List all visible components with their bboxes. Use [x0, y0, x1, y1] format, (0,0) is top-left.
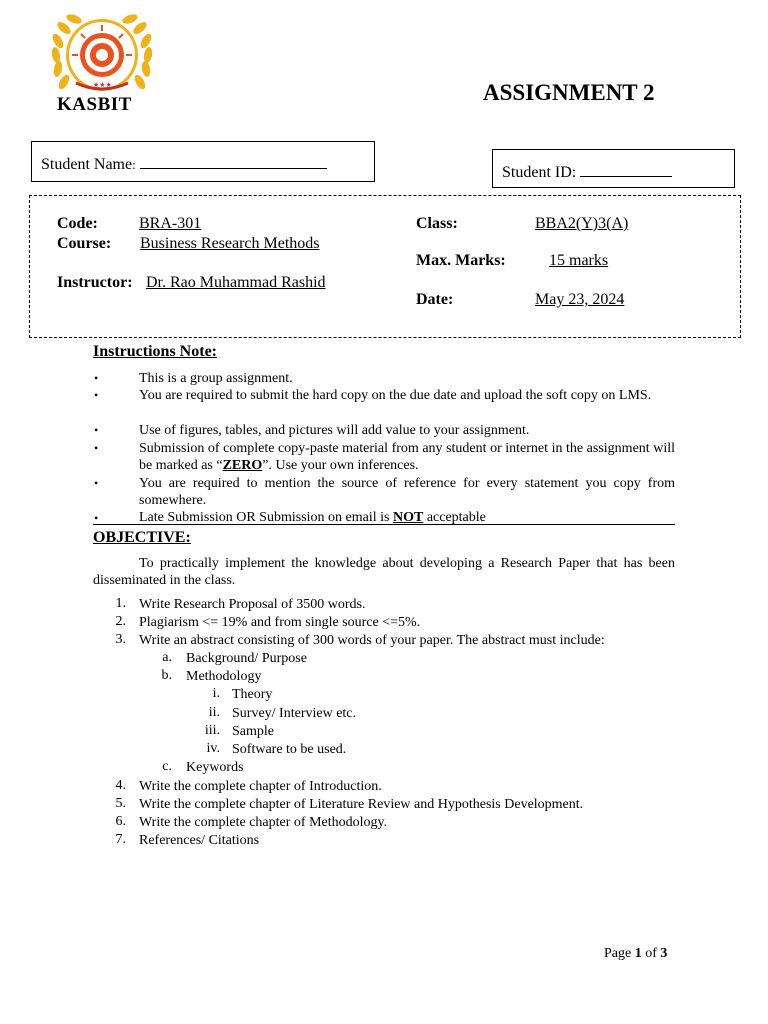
course-value: Business Research Methods [140, 235, 320, 252]
page-current: 1 [634, 946, 642, 961]
not-emphasis: NOT [392, 510, 424, 525]
logo-acronym: KASBIT [57, 94, 132, 115]
class-label: Class: [416, 215, 458, 232]
instruction-item-4-pre: Submission of complete copy-paste material from any student or internet in the assignment will be marked as “ [139, 441, 675, 473]
objective-item-6: Write the complete chapter of Methodology. [139, 815, 388, 830]
instructor-value: Dr. Rao Muhammad Rashid [146, 274, 326, 291]
bullet-icon: • [94, 388, 99, 402]
assignment-title: ASSIGNMENT 2 [483, 80, 655, 105]
svg-text:★★★: ★★★ [93, 81, 112, 89]
class-value: BBA2(Y)3(A) [535, 215, 629, 232]
bullet-icon: • [94, 423, 99, 437]
instruction-item-1: This is a group assignment. [139, 371, 293, 386]
bullet-icon: • [94, 371, 99, 385]
objective-num-1: 1. [115, 596, 126, 611]
objective-num-7: 7. [115, 832, 126, 847]
logo-emblem-icon [38, 10, 168, 100]
objective-num-3: 3. [115, 632, 126, 647]
objective-sub-item-b: Methodology [186, 669, 262, 684]
objective-subsub-item-ii: Survey/ Interview etc. [232, 706, 357, 721]
objective-num-5: 5. [115, 796, 126, 811]
instruction-item-6-pre: Late Submission OR Submission on email is [139, 510, 393, 525]
objective-subsub-num-ii: ii. [208, 705, 220, 720]
instructor-label: Instructor: [57, 274, 133, 291]
objective-sub-item-a: Background/ Purpose [186, 651, 307, 666]
objective-subsub-item-iv: Software to be used. [232, 742, 347, 757]
objective-subsub-num-iii: iii. [204, 723, 220, 738]
objective-subsub-item-iii: Sample [232, 724, 274, 739]
instruction-item-5: You are required to mention the source of reference for every statement you copy from somewhere. [139, 476, 675, 508]
instruction-item-3: Use of figures, tables, and pictures will add value to your assignment. [139, 423, 530, 438]
student-id-blank[interactable] [580, 162, 672, 177]
course-label: Course: [57, 235, 112, 252]
objective-num-4: 4. [115, 778, 126, 793]
objective-sub-num-b: b. [161, 668, 172, 683]
zero-emphasis: ZERO [222, 458, 263, 473]
course-info-box [29, 195, 741, 338]
objective-sub-num-a: a. [162, 650, 172, 665]
date-value: May 23, 2024 [535, 291, 625, 308]
student-name-box [31, 141, 375, 182]
objective-num-6: 6. [115, 814, 126, 829]
max-marks-value: 15 marks [549, 252, 609, 269]
student-id-field[interactable] [502, 162, 672, 182]
code-label: Code: [57, 215, 98, 232]
objective-subsub-num-i: i. [212, 686, 220, 701]
objective-item-5: Write the complete chapter of Literature Review and Hypothesis Development. [139, 797, 584, 812]
objective-item-7: References/ Citations [139, 833, 260, 848]
instruction-item-2: You are required to submit the hard copy on the due date and upload the soft copy on LMS. [139, 388, 652, 403]
objective-item-2: Plagiarism <= 19% and from single source <=5%. [139, 615, 421, 630]
max-marks-label: Max. Marks: [416, 252, 506, 269]
student-name-label: Student Name [41, 156, 133, 173]
student-name-blank[interactable] [140, 154, 327, 169]
objective-heading: OBJECTIVE: [93, 529, 191, 546]
student-name-field[interactable] [41, 154, 327, 174]
objective-intro: To practically implement the knowledge about developing a Research Paper that has been disseminated in the class. [93, 556, 675, 588]
student-name-colon: : [132, 157, 136, 172]
objective-sub-num-c: c. [162, 759, 172, 774]
objective-item-3: Write an abstract consisting of 300 words of your paper. The abstract must include: [139, 633, 605, 648]
objective-item-4: Write the complete chapter of Introduction. [139, 779, 382, 794]
code-value: BRA-301 [139, 215, 202, 232]
instruction-item-4 [139, 440, 675, 474]
page-prefix: Page [604, 946, 635, 961]
student-id-label: Student ID: [502, 164, 577, 181]
objective-subsub-item-i: Theory [232, 687, 273, 702]
date-label: Date: [416, 291, 454, 308]
bullet-icon: • [94, 511, 99, 525]
objective-subsub-num-iv: iv. [206, 741, 220, 756]
bullet-icon: • [94, 476, 99, 490]
student-id-box [492, 149, 735, 188]
objective-item-1: Write Research Proposal of 3500 words. [139, 597, 366, 612]
instructions-heading: Instructions Note: [93, 343, 217, 360]
page-of: of [641, 946, 661, 961]
page-total: 3 [660, 946, 668, 961]
instruction-item-4-post: ”. Use your own inferences. [262, 458, 419, 473]
objective-sub-item-c: Keywords [186, 760, 244, 775]
divider-line [93, 524, 675, 525]
objective-num-2: 2. [115, 614, 126, 629]
instruction-item-6-post: acceptable [423, 510, 486, 525]
bullet-icon: • [94, 441, 99, 455]
page-number [604, 946, 667, 962]
